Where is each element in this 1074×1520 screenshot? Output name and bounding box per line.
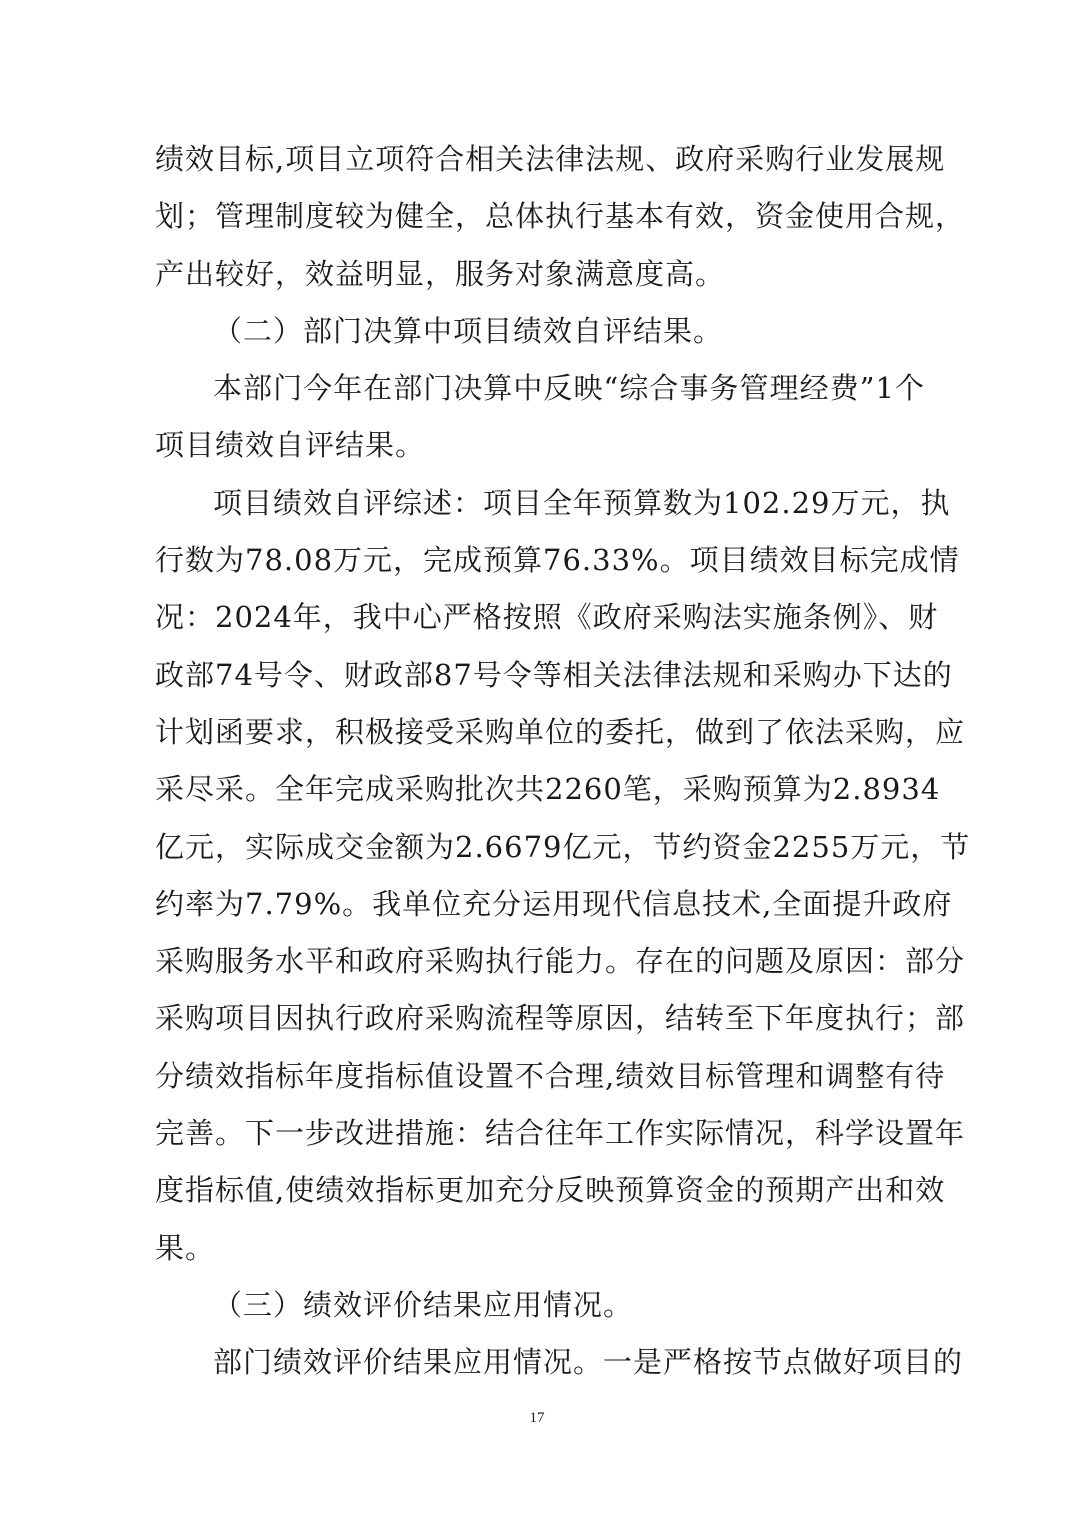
text-line: 产出较好，效益明显，服务对象满意度高。 [155,256,726,291]
text-line: 约率为7.79%。我单位充分运用现代信息技术,全面提升政府 [155,886,953,921]
text-line: 度指标值,使绩效指标更加充分反映预算资金的预期产出和效 [155,1173,946,1208]
text-line: 果。 [155,1230,216,1265]
text-line: 计划函要求，积极接受采购单位的委托，做到了依法采购，应 [155,714,966,749]
text-line: 划；管理制度较为健全，总体执行基本有效，资金使用合规， [155,199,966,234]
text-line: 况：2024年，我中心严格按照《政府采购法实施条例》、财 [155,600,939,635]
section-heading: （二）部门决算中项目绩效自评结果。 [213,313,724,348]
text-line: 行数为78.08万元，完成预算76.33%。项目绩效目标完成情 [155,543,960,578]
section-heading: （三）绩效评价结果应用情况。 [213,1287,634,1322]
text-line: 亿元，实际成交金额为2.6679亿元，节约资金2255万元，节 [155,829,971,864]
text-line: 项目绩效自评结果。 [155,428,426,463]
text-line: 项目绩效自评综述：项目全年预算数为102.29万元，执 [213,485,951,520]
page-number: 17 [529,1410,545,1426]
text-line: 本部门今年在部门决算中反映“综合事务管理经费”1个 [213,371,925,406]
text-line: 政部74号令、财政部87号令等相关法律法规和采购办下达的 [155,657,953,692]
text-line: 部门绩效评价结果应用情况。一是严格按节点做好项目的 [213,1345,964,1380]
text-line: 采购项目因执行政府采购流程等原因，结转至下年度执行；部 [155,1001,966,1036]
text-line: 分绩效指标年度指标值设置不合理,绩效目标管理和调整有待 [155,1058,946,1093]
body-text [155,131,971,1392]
text-line: 绩效目标,项目立项符合相关法律法规、政府采购行业发展规 [155,142,946,176]
text-line: 采购服务水平和政府采购执行能力。存在的问题及原因：部分 [155,944,966,979]
text-line: 采尽采。全年完成采购批次共2260笔，采购预算为2.8934 [155,772,941,807]
text-line: 完善。下一步改进措施：结合往年工作实际情况，科学设置年 [155,1116,966,1151]
